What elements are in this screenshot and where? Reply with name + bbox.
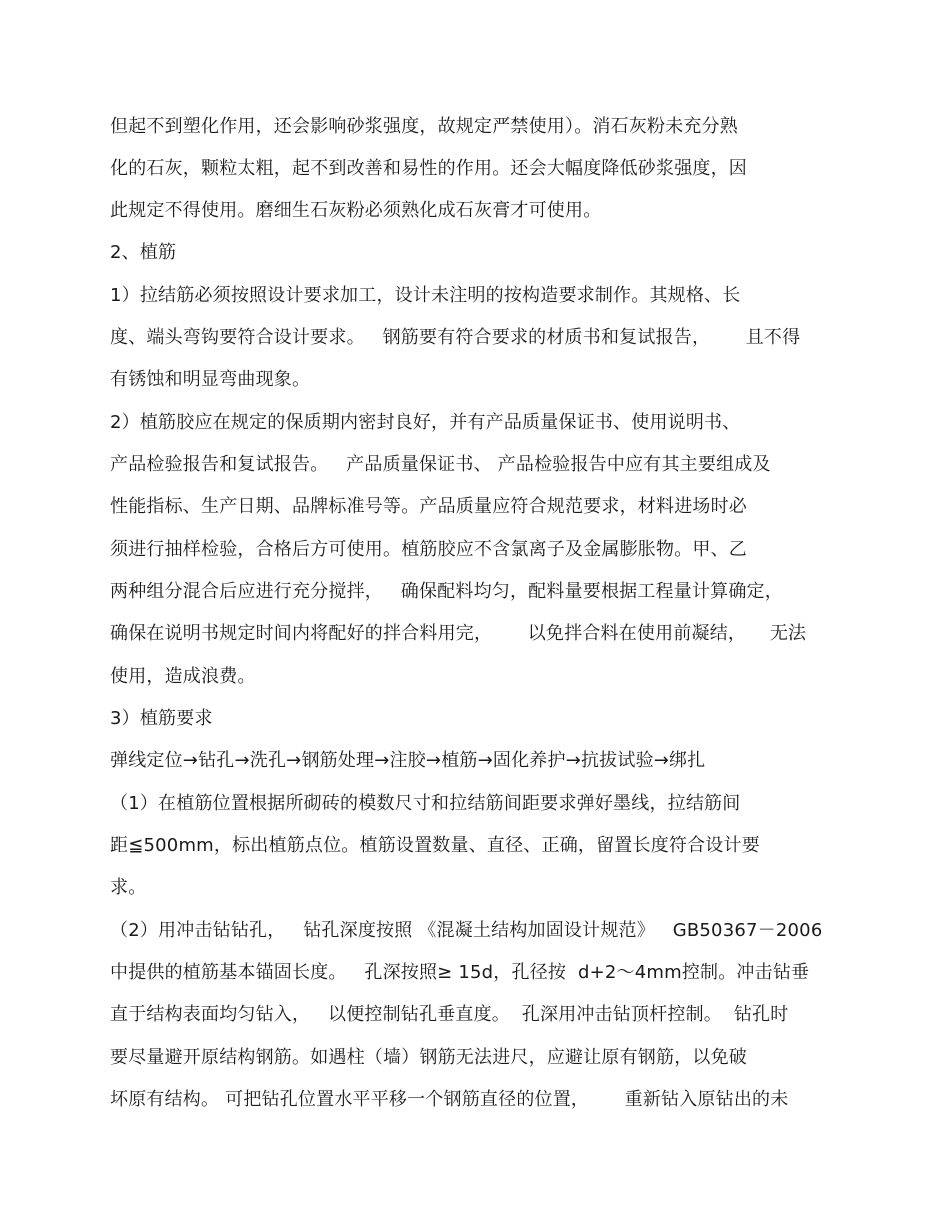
subsection-heading: 3）植筋要求 (110, 708, 213, 729)
text-line: 要尽量避开原结构钢筋。如遇柱（墙）钢筋无法进尺，应避让原有钢筋，以免破 (110, 1047, 747, 1068)
text-line: 确保在说明书规定时间内将配好的拌合料用完， 以免拌合料在使用前凝结， 无法 (110, 623, 807, 644)
text-line: 度、端头弯钩要符合设计要求。 钢筋要有符合要求的材质书和复试报告， 且不得 (110, 327, 801, 348)
text-line: 1）拉结筋必须按照设计要求加工，设计未注明的按构造要求制作。其规格、长 (110, 285, 741, 306)
text-line: 产品检验报告和复试报告。 产品质量保证书、 产品检验报告中应有其主要组成及 (110, 454, 771, 475)
text-line: 直于结构表面均匀钻入， 以便控制钻孔垂直度。 孔深用冲击钻顶杆控制。 钻孔时 (110, 1004, 789, 1025)
text-line: 有锈蚀和明显弯曲现象。 (110, 369, 311, 390)
text-line: 化的石灰，颗粒太粗，起不到改善和易性的作用。还会大幅度降低砂浆强度，因 (110, 158, 747, 179)
text-line: 2）植筋胶应在规定的保质期内密封良好，并有产品质量保证书、使用说明书、 (110, 412, 741, 433)
text-line: 两种组分混合后应进行充分搅拌， 确保配料均匀，配料量要根据工程量计算确定， (110, 581, 783, 602)
text-line: 性能指标、生产日期、品牌标准号等。产品质量应符合规范要求，材料进场时必 (110, 496, 747, 517)
text-line: （1）在植筋位置根据所砌砖的模数尺寸和拉结筋间距要求弹好墨线，拉结筋间 (110, 793, 741, 814)
text-line: 求。 (110, 877, 147, 898)
text-line: 须进行抽样检验，合格后方可使用。植筋胶应不含氯离子及金属膨胀物。甲、乙 (110, 539, 747, 560)
text-line: 坏原有结构。 可把钻孔位置水平平移一个钢筋直径的位置， 重新钻入原钻出的未 (110, 1089, 789, 1110)
process-flow-line: 弹线定位→钻孔→洗孔→钢筋处理→注胶→植筋→固化养护→抗拔试验→绑扎 (110, 750, 706, 771)
text-line: 此规定不得使用。磨细生石灰粉必须熟化成石灰膏才可使用。 (110, 200, 602, 221)
text-line: 但起不到塑化作用，还会影响砂浆强度，故规定严禁使用）。消石灰粉未充分熟 (110, 116, 738, 137)
text-line: 中提供的植筋基本锚固长度。 孔深按照≥ 15d，孔径按 d+2～4mm控制。冲击钻垂 (110, 962, 810, 983)
section-heading: 2、植筋 (110, 242, 177, 263)
text-line: 使用，造成浪费。 (110, 666, 256, 687)
text-line: （2）用冲击钻钻孔， 钻孔深度按照 《混凝土结构加固设计规范》 GB50367－2006 (110, 920, 823, 941)
text-line: 距≦500mm，标出植筋点位。植筋设置数量、直径、正确，留置长度符合设计要 (110, 835, 760, 856)
